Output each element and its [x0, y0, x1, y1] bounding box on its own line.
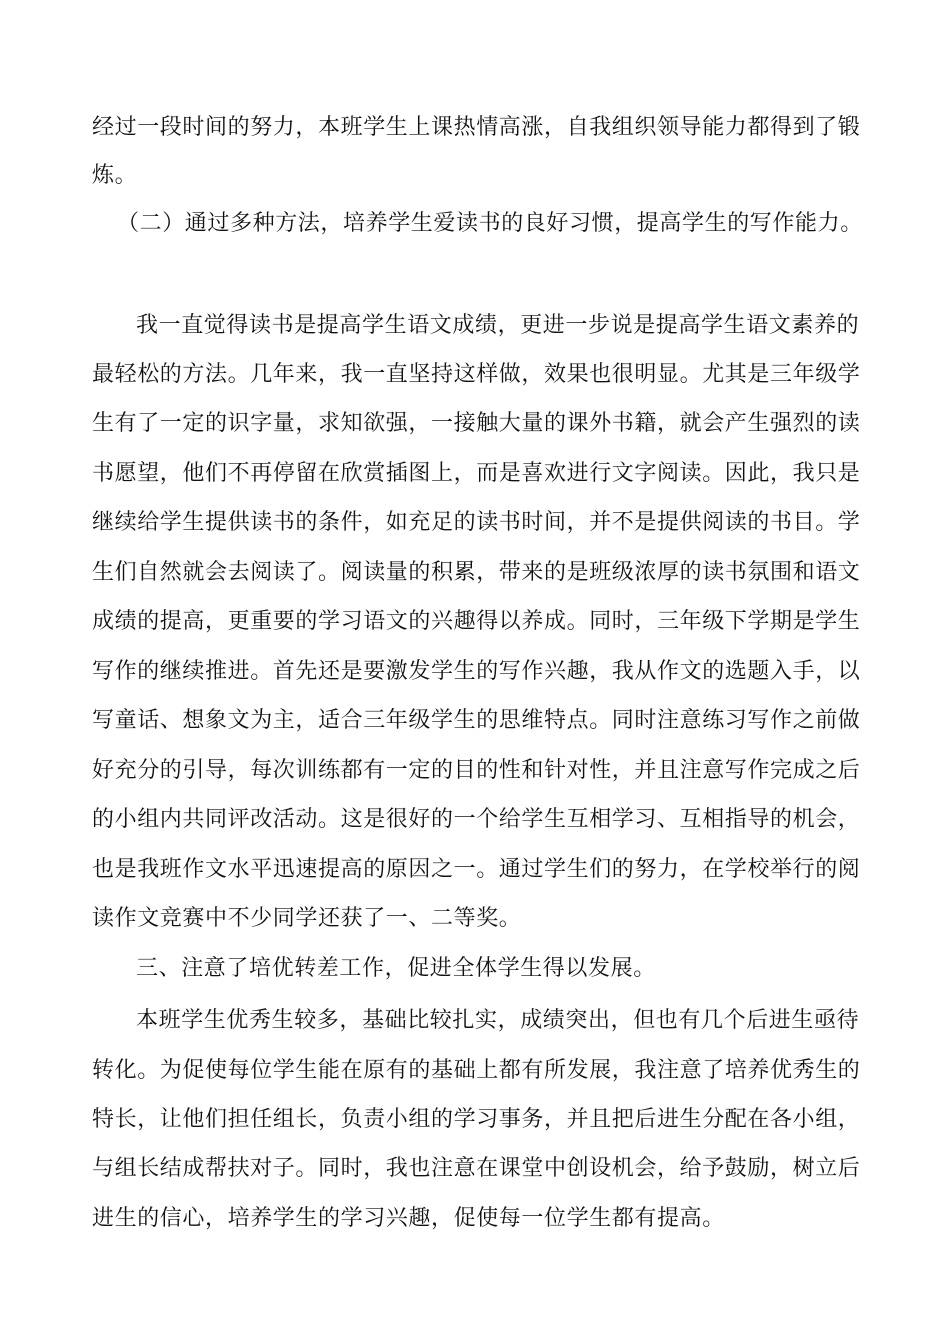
text-line: 写童话、想象文为主，适合三年级学生的思维特点。同时注意练习写作之前做: [92, 708, 861, 733]
text-line: 好充分的引导，每次训练都有一定的目的性和针对性，并且注意写作完成之后: [92, 758, 861, 783]
text-line: 读作文竞赛中不少同学还获了一、二等奖。: [92, 906, 522, 931]
section-heading: （二）通过多种方法，培养学生爱读书的良好习惯，提高学生的写作能力。: [117, 211, 863, 236]
text-line: 特长，让他们担任组长，负责小组的学习事务，并且把后进生分配在各小组，: [92, 1107, 861, 1132]
text-line: 生有了一定的识字量，求知欲强，一接触大量的课外书籍，就会产生强烈的读: [92, 411, 861, 436]
text-line: 成绩的提高，更重要的学习语文的兴趣得以养成。同时，三年级下学期是学生: [92, 609, 861, 634]
text-line: 的小组内共同评改活动。这是很好的一个给学生互相学习、互相指导的机会，: [92, 807, 861, 832]
text-line: 我一直觉得读书是提高学生语文成绩，更进一步说是提高学生语文素养的: [136, 313, 860, 338]
text-line: 炼。: [92, 163, 138, 188]
text-line: 生们自然就会去阅读了。阅读量的积累，带来的是班级浓厚的读书氛围和语文: [92, 560, 861, 585]
text-line: 最轻松的方法。几年来，我一直坚持这样做，效果也很明显。尤其是三年级学: [92, 362, 861, 387]
text-line: 写作的继续推进。首先还是要激发学生的写作兴趣，我从作文的选题入手，以: [92, 659, 861, 684]
text-line: 本班学生优秀生较多，基础比较扎实，成绩突出，但也有几个后进生亟待: [136, 1008, 860, 1033]
text-line: 继续给学生提供读书的条件，如充足的读书时间，并不是提供阅读的书目。学: [92, 510, 861, 535]
text-line: 与组长结成帮扶对子。同时，我也注意在课堂中创设机会，给予鼓励，树立后: [92, 1156, 861, 1181]
text-line: 也是我班作文水平迅速提高的原因之一。通过学生们的努力，在学校举行的阅: [92, 857, 861, 882]
text-line: 进生的信心，培养学生的学习兴趣，促使每一位学生都有提高。: [92, 1206, 725, 1231]
text-line: 经过一段时间的努力，本班学生上课热情高涨，自我组织领导能力都得到了锻: [92, 115, 861, 140]
text-line: 书愿望，他们不再停留在欣赏插图上，而是喜欢进行文字阅读。因此，我只是: [92, 461, 861, 486]
section-heading: 三、注意了培优转差工作，促进全体学生得以发展。: [136, 956, 656, 981]
text-line: 转化。为促使每位学生能在原有的基础上都有所发展，我注意了培养优秀生的: [92, 1058, 861, 1083]
